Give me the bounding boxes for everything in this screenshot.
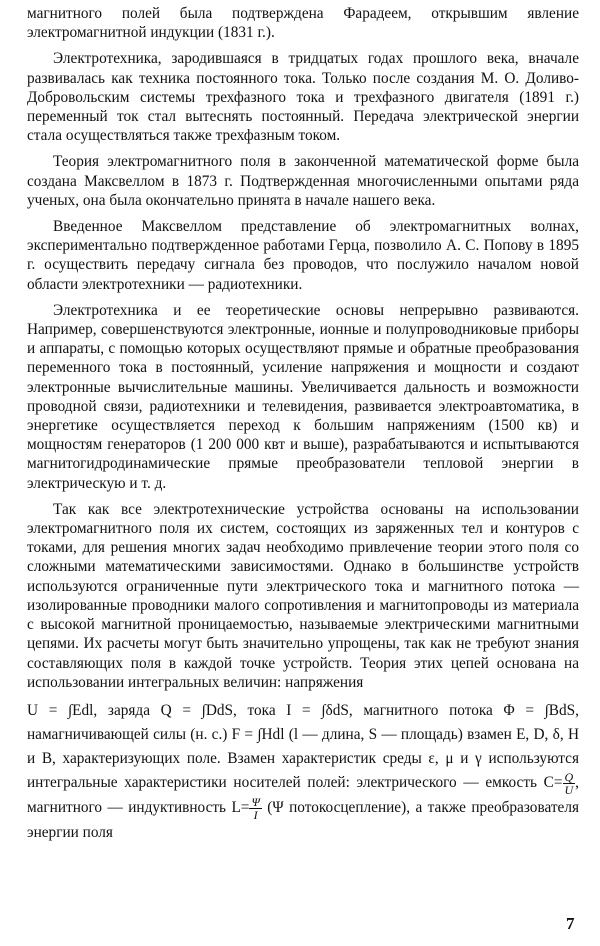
document-page xyxy=(27,4,579,845)
paragraph-circuits: Так как все электротехнические устройства основаны на использовании электромагнитного поля их систем, состоящих из заряженных тел и контуров с токами, для решения многих задач необходимо привлечение теории этого поля со сложными математическими зависимостями. Однако в большинстве устройств используются ограниченные пути электрического тока и магнитного потока — изолированные проводники малого сопротивления и магнитопроводы из материала с высокой магнитной проницаемостью, называемые электрическими магнитными цепями. Их расчеты могут быть значительно упрощены, так как не требуют знания составляющих поля в каждой точке устройств. Теория этих цепей основана на использовании интегральных величин: напряжения xyxy=(27,500,579,691)
paragraph-development: Электротехника и ее теоретические основы непрерывно развиваются. Например, совершенствуются электронные, ионные и полупроводниковые приборы и аппараты, с помощью которых осуществляют прямые и обратные преобразования переменного тока в постоянный, усиление напряжения и мощности и создают электронные вычислительные машины. Увеличивается дальность и возможности проводной связи, радиотехники и телевидения, развивается электроавтоматика, в энергетике осуществляется переход к большим напряжениям (1500 кв) и мощностям генераторов (1 200 000 квт и выше), разрабатываются и испытываются магнитогидродинамические прямые преобразователи тепловой энергии в электрическую и т. д. xyxy=(27,301,579,492)
formula-text-3: (Ψ потокосцепление), а также преобразователя энергии поля xyxy=(27,798,579,841)
paragraph-radio: Введенное Максвеллом представление об электромагнитных волнах, экспериментально подтвержденное работами Герца, позволило А. С. Попову в 1895 г. осуществить передачу сигнала без проводов, что послужило началом новой области электротехники — радиотехники. xyxy=(27,218,579,293)
inductance-fraction xyxy=(249,796,261,821)
paragraph-history-dc-ac: Электротехника, зародившаяся в тридцатых годах прошлого века, вначале развивалась как техника постоянного тока. Только после создания М. О. Доливо-Добровольским системы трехфазного тока и трехфазного двигателя (1891 г.) переменный ток стал вытеснять постоянный. Передача электрической энергии стала осуществляться также трехфазным током. xyxy=(27,50,579,145)
capacitance-numerator: Q xyxy=(564,769,574,784)
formula-text-2: , магнитного — индуктивность L= xyxy=(27,773,579,816)
capacitance-fraction xyxy=(563,771,576,796)
capacitance-denominator: U xyxy=(564,782,574,797)
paragraph-maxwell-theory: Теория электромагнитного поля в законченной математической форме была создана Максвеллом в 1873 г. Подтвержденная многочисленными опытами ряда ученых, она была окончательно принята в начале нашего века. xyxy=(27,153,579,209)
formula-text-1: U = ∫Edl, заряда Q = ∫DdS, тока I = ∫δdS, магнитного потока Φ = ∫BdS, намагничивающей силы (н. с.) F = ∫Hdl (l — длина, S — площадь) взамен E, D, δ, H и B, характеризующих поле. Взамен характеристик среды ε, μ и γ используются интегральные характеристики носителей полей: электрического — емкость C= xyxy=(27,701,579,791)
inductance-numerator: Ψ xyxy=(251,794,260,809)
paragraph-faraday: магнитного полей была подтверждена Фарадеем, открывшим явление электромагнитной индукции (1831 г.). xyxy=(27,5,579,42)
page-number: 7 xyxy=(566,914,575,933)
formula-paragraph xyxy=(27,699,579,845)
inductance-denominator: I xyxy=(253,807,258,822)
